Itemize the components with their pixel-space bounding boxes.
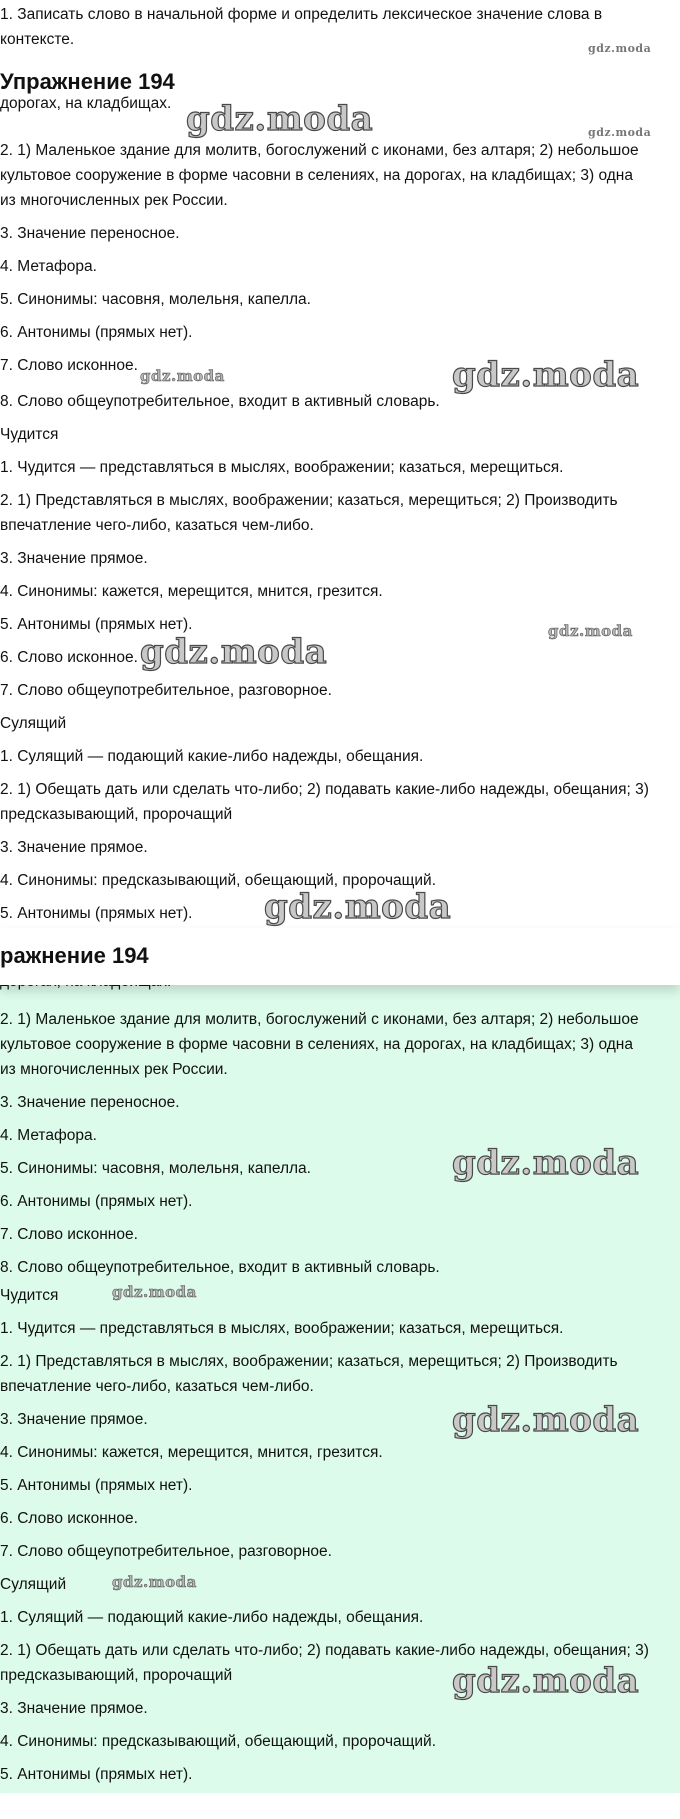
s1-p2: культовое сооружение в форме часовни в селениях, на дорогах, на кладбищах; 3) одна bbox=[0, 167, 633, 184]
s1-r3: предсказывающий, пророчащий bbox=[0, 806, 233, 823]
s2-r1: 1. Сулящий — подающий какие-либо надежды, обещания. bbox=[0, 1609, 424, 1626]
s2-q8: 7. Слово общеупотребительное, разговорное. bbox=[0, 1543, 332, 1560]
exercise-heading: Упражнение 194 bbox=[0, 69, 175, 94]
sticky-header bbox=[0, 928, 680, 985]
s2-q7: 6. Слово исконное. bbox=[0, 1510, 138, 1527]
s2-q2: 2. 1) Представляться в мыслях, воображении; казаться, мерещиться; 2) Производить bbox=[0, 1353, 618, 1370]
s2-p4: 3. Значение переносное. bbox=[0, 1094, 180, 1111]
s1-p5: 4. Метафора. bbox=[0, 258, 97, 275]
s1-p4: 3. Значение переносное. bbox=[0, 225, 180, 242]
s2-r4: 3. Значение прямое. bbox=[0, 1700, 148, 1717]
watermark-logo: gdz.moda bbox=[588, 126, 652, 139]
s1-clipped-bottom: 5. Антонимы (прямых нет). bbox=[0, 905, 193, 922]
watermark-logo: gdz.moda bbox=[112, 1283, 197, 1301]
s1-p9: 8. Слово общеупотребительное, входит в активный словарь. bbox=[0, 393, 440, 410]
s2-q6: 5. Антонимы (прямых нет). bbox=[0, 1477, 193, 1494]
s1-q5: 4. Синонимы: кажется, мерещится, мнится, грезится. bbox=[0, 583, 383, 600]
watermark-logo: gdz.moda bbox=[452, 355, 640, 395]
s1-r5: 4. Синонимы: предсказывающий, обещающий, пророчащий. bbox=[0, 872, 437, 889]
clipped-top-text: дорогах, на кладбищах. bbox=[0, 95, 172, 112]
s2-p3: из многочисленных рек России. bbox=[0, 1061, 228, 1078]
s2-p2: культовое сооружение в форме часовни в селениях, на дорогах, на кладбищах; 3) одна bbox=[0, 1036, 633, 1053]
s1-q8: 7. Слово общеупотребительное, разговорное. bbox=[0, 682, 332, 699]
s1-p7: 6. Антонимы (прямых нет). bbox=[0, 324, 193, 341]
s1-q7: 6. Слово исконное. bbox=[0, 649, 138, 666]
watermark-logo: gdz.moda bbox=[264, 887, 452, 927]
s2-r2: 2. 1) Обещать дать или сделать что-либо; 2) подавать какие-либо надежды, обещания; 3) bbox=[0, 1642, 649, 1659]
s2-q5: 4. Синонимы: кажется, мерещится, мнится, грезится. bbox=[0, 1444, 383, 1461]
s2-p7: 6. Антонимы (прямых нет). bbox=[0, 1193, 193, 1210]
watermark-logo: gdz.moda bbox=[140, 632, 328, 672]
s1-p8: 7. Слово исконное. bbox=[0, 357, 138, 374]
watermark-logo: gdz.moda bbox=[452, 1143, 640, 1183]
s2-q4: 3. Значение прямое. bbox=[0, 1411, 148, 1428]
s2-p8: 7. Слово исконное. bbox=[0, 1226, 138, 1243]
s2-p5: 4. Метафора. bbox=[0, 1127, 97, 1144]
task-line-2: контексте. bbox=[0, 31, 75, 48]
watermark-logo: gdz.moda bbox=[112, 1573, 197, 1591]
s2-p6: 5. Синонимы: часовня, молельня, капелла. bbox=[0, 1160, 311, 1177]
s1-word-3: Сулящий bbox=[0, 715, 67, 732]
s2-word-3: Сулящий bbox=[0, 1576, 67, 1593]
s1-q1: 1. Чудится — представляться в мыслях, воображении; казаться, мерещиться. bbox=[0, 459, 564, 476]
s2-p9: 8. Слово общеупотребительное, входит в активный словарь. bbox=[0, 1259, 440, 1276]
s1-p6: 5. Синонимы: часовня, молельня, капелла. bbox=[0, 291, 311, 308]
watermark-logo: gdz.moda bbox=[452, 1400, 640, 1440]
exercise-heading-partial: ражнение 194 bbox=[0, 943, 149, 968]
s2-word-2: Чудится bbox=[0, 1287, 59, 1304]
s1-q4: 3. Значение прямое. bbox=[0, 550, 148, 567]
watermark-logo: gdz.moda bbox=[452, 1661, 640, 1701]
s1-word-2: Чудится bbox=[0, 426, 59, 443]
s1-q6: 5. Антонимы (прямых нет). bbox=[0, 616, 193, 633]
watermark-logo: gdz.moda bbox=[186, 99, 374, 139]
s1-q3: впечатление чего-либо, казаться чем-либо. bbox=[0, 517, 314, 534]
watermark-logo: gdz.moda bbox=[588, 42, 652, 55]
s2-q3: впечатление чего-либо, казаться чем-либо. bbox=[0, 1378, 314, 1395]
watermark-logo: gdz.moda bbox=[548, 622, 633, 640]
s1-r4: 3. Значение прямое. bbox=[0, 839, 148, 856]
s2-r5: 4. Синонимы: предсказывающий, обещающий, пророчащий. bbox=[0, 1733, 437, 1750]
s2-clipped-bottom: 5. Антонимы (прямых нет). bbox=[0, 1766, 193, 1783]
s2-r3: предсказывающий, пророчащий bbox=[0, 1667, 233, 1684]
s1-q2: 2. 1) Представляться в мыслях, воображении; казаться, мерещиться; 2) Производить bbox=[0, 492, 618, 509]
s2-p1: 2. 1) Маленькое здание для молитв, богослужений с иконами, без алтаря; 2) небольшое bbox=[0, 1011, 639, 1028]
s1-r1: 1. Сулящий — подающий какие-либо надежды, обещания. bbox=[0, 748, 424, 765]
task-line-1: 1. Записать слово в начальной форме и определить лексическое значение слова в bbox=[0, 6, 603, 23]
s1-p3: из многочисленных рек России. bbox=[0, 192, 228, 209]
s1-r2: 2. 1) Обещать дать или сделать что-либо; 2) подавать какие-либо надежды, обещания; 3) bbox=[0, 781, 649, 798]
watermark-logo: gdz.moda bbox=[140, 367, 225, 385]
s1-p1: 2. 1) Маленькое здание для молитв, богослужений с иконами, без алтаря; 2) небольшое bbox=[0, 142, 639, 159]
s2-q1: 1. Чудится — представляться в мыслях, воображении; казаться, мерещиться. bbox=[0, 1320, 564, 1337]
s2-clipped-top bbox=[0, 985, 171, 997]
